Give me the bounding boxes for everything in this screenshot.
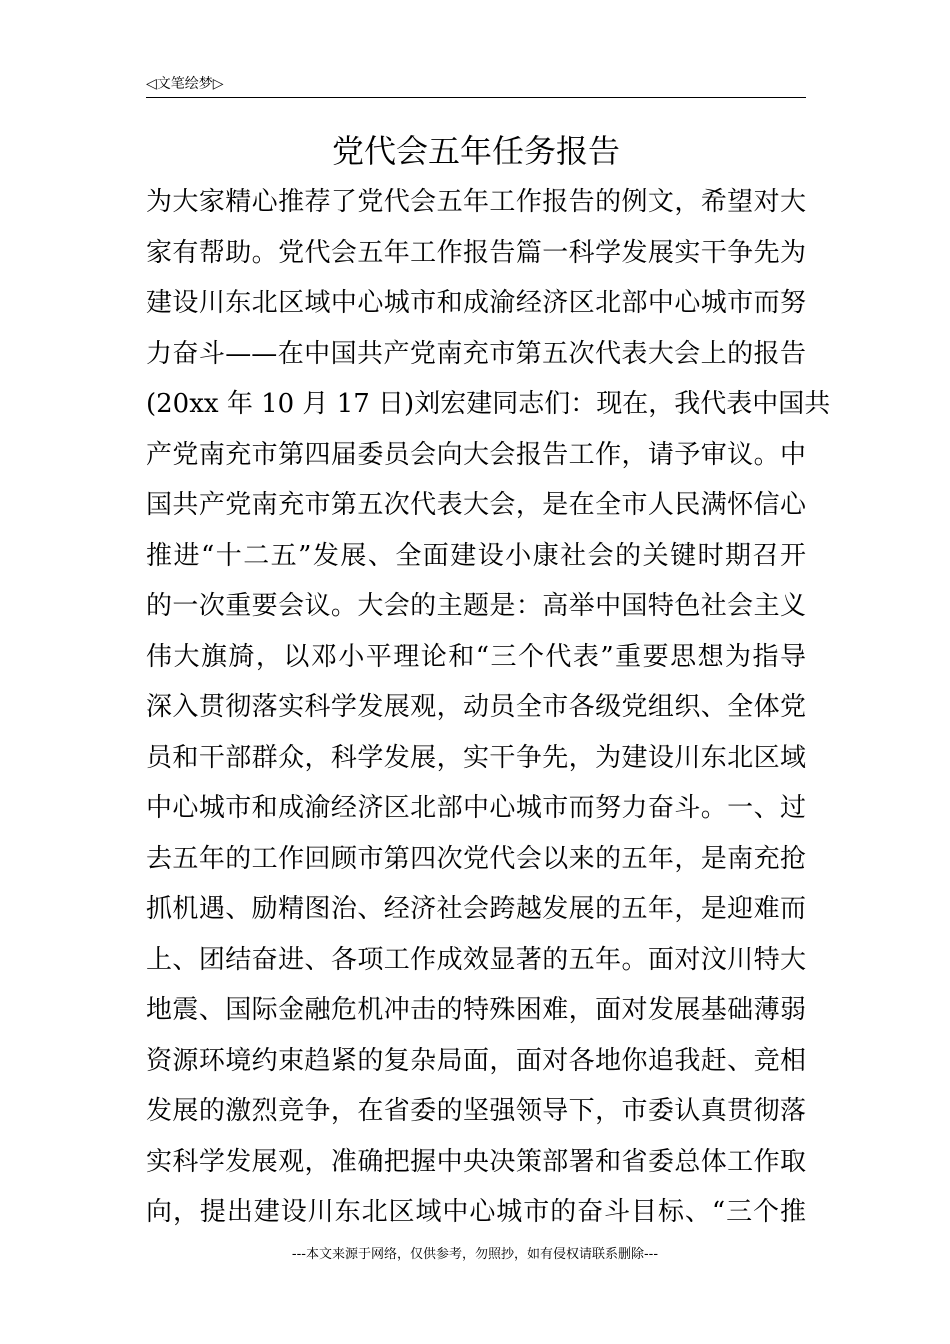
body-line: 深入贯彻落实科学发展观，动员全市各级党组织、全体党 — [146, 692, 806, 722]
body-line: 员和干部群众，科学发展，实干争先，为建设川东北区域 — [146, 742, 806, 773]
body-line: 建设川东北区域中心城市和成渝经济区北部中心城市而努 — [146, 288, 806, 318]
body-line: 家有帮助。党代会五年工作报告篇一科学发展实干争先为 — [146, 237, 806, 268]
body-line: 中心城市和成渝经济区北部中心城市而努力奋斗。一、过 — [146, 793, 806, 823]
body-line: 的一次重要会议。大会的主题是：高举中国特色社会主义 — [146, 591, 806, 621]
body-line: 抓机遇、励精图治、经济社会跨越发展的五年，是迎难而 — [146, 894, 806, 924]
body-line: 推进“十二五”发展、全面建设小康社会的关键时期召开 — [146, 540, 806, 571]
body-line: 为大家精心推荐了党代会五年工作报告的例文，希望对大 — [146, 187, 806, 217]
body-line: 资源环境约束趋紧的复杂局面，面对各地你追我赶、竞相 — [146, 1045, 806, 1076]
body-line: (20xx 年 10 月 17 日)刘宏建同志们：现在，我代表中国共 — [146, 389, 831, 419]
body-line: 伟大旗旑，以邓小平理论和“三个代表”重要思想为指导 — [146, 641, 806, 672]
header-label: ◁文笔绘梦▷ — [146, 76, 224, 92]
body-line: 实科学发展观，准确把握中央决策部署和省委总体工作取 — [146, 1146, 806, 1177]
body-line: 发展的激烈竞争，在省委的坚强领导下，市委认真贯彻落 — [146, 1096, 806, 1126]
body-line: 产党南充市第四届委员会向大会报告工作，请予审议。中 — [146, 439, 806, 470]
body-line: 上、团结奋进、各项工作成效显著的五年。面对汶川特大 — [146, 944, 806, 975]
body-line: 向，提出建设川东北区域中心城市的奋斗目标、“三个推 — [146, 1197, 806, 1227]
body-line: 力奋斗——在中国共产党南充市第五次代表大会上的报告 — [146, 338, 806, 369]
document-body — [146, 177, 831, 1238]
footer-disclaimer: ---本文来源于网络，仅供参考，勿照抄，如有侵权请联系删除--- — [291, 1247, 659, 1262]
body-line: 去五年的工作回顾市第四次党代会以来的五年，是南充抢 — [146, 843, 806, 874]
document-title: 党代会五年任务报告 — [331, 132, 620, 170]
body-line: 国共产党南充市第五次代表大会，是在全市人民满怀信心 — [146, 490, 806, 520]
body-line: 地震、国际金融危机冲击的特殊困难，面对发展基础薄弱 — [146, 995, 806, 1025]
header-divider — [146, 97, 806, 98]
